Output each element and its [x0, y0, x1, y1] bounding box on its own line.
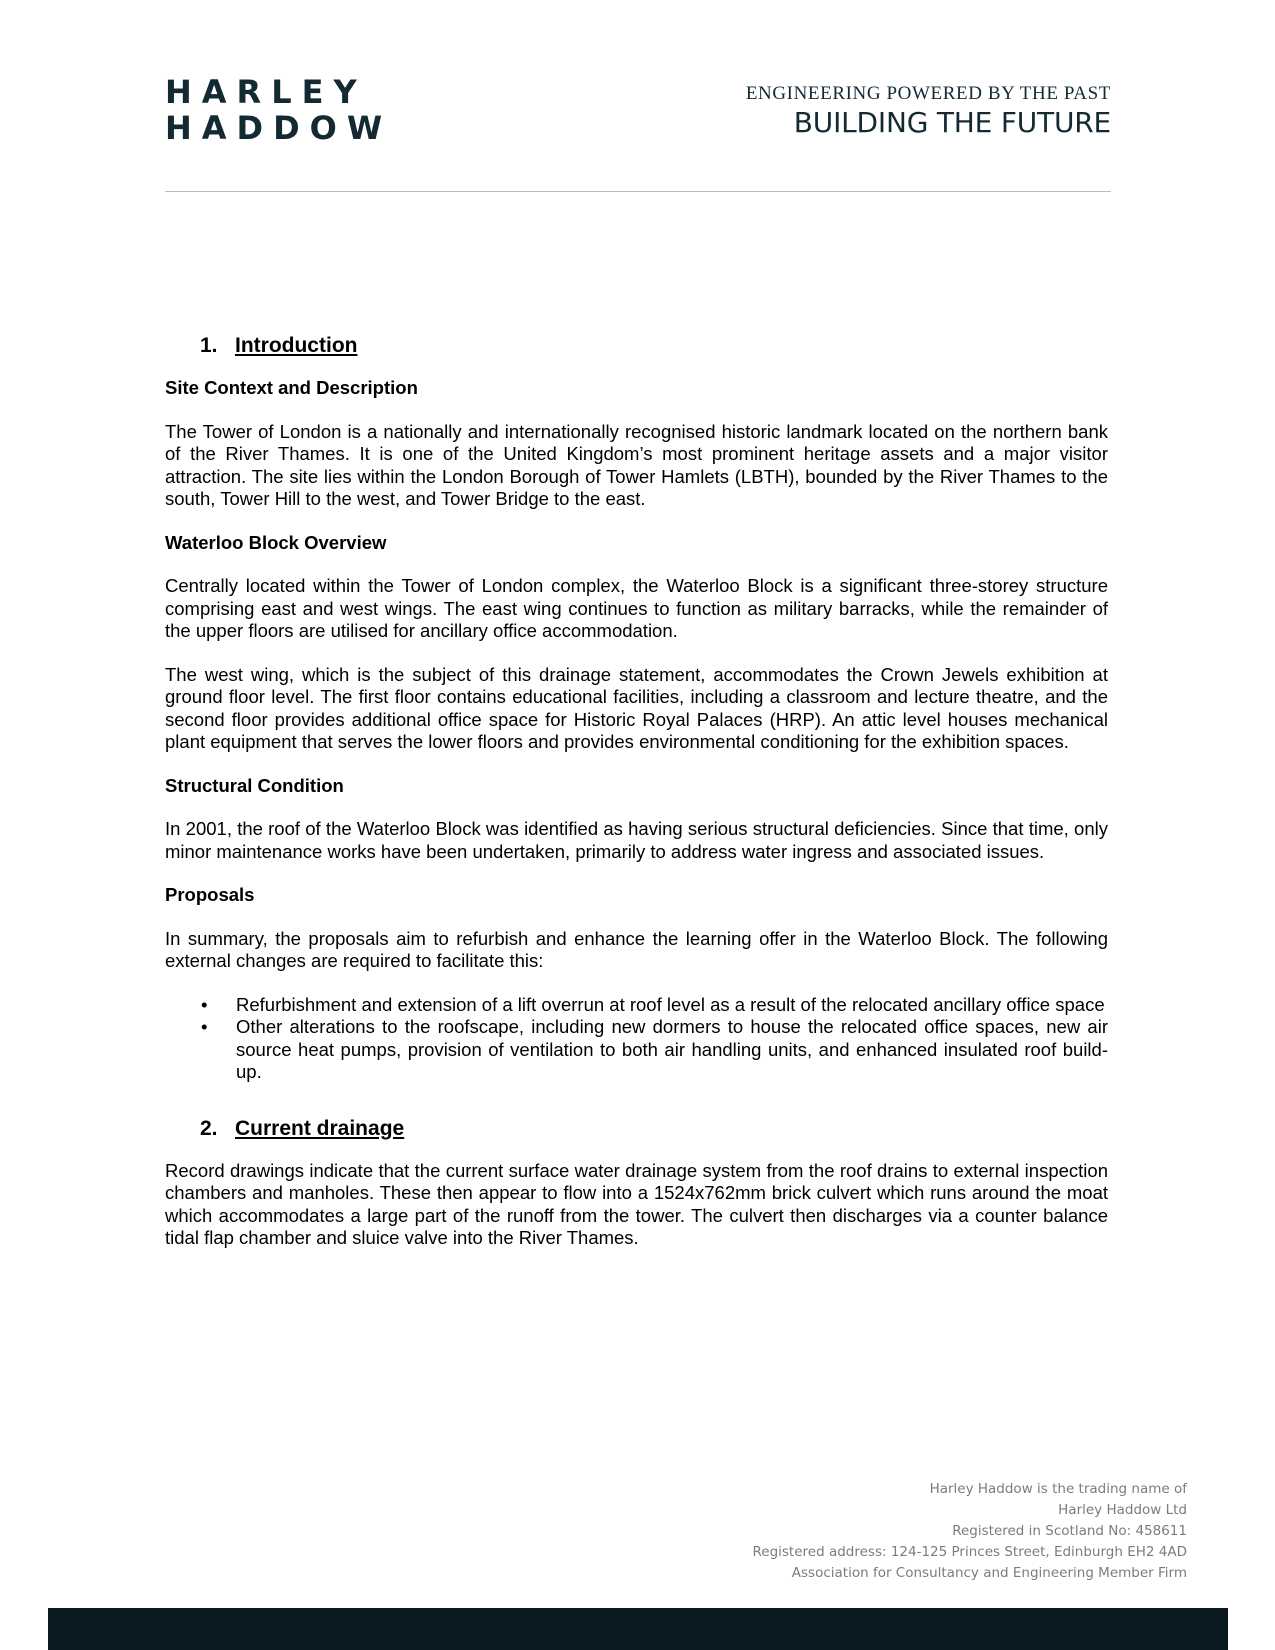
proposals-list [165, 994, 1108, 1084]
footer-company-info [753, 1479, 1188, 1584]
footer-line: Registered in Scotland No: 458611 [952, 1523, 1187, 1539]
document-body [165, 333, 1108, 1271]
tagline-top: ENGINEERING POWERED BY THE PAST [745, 83, 1111, 104]
header-divider [165, 191, 1111, 192]
list-item [165, 994, 1108, 1017]
footer-bar [48, 1608, 1228, 1650]
section-2-heading [200, 1116, 1108, 1142]
site-context-heading: Site Context and Description [165, 377, 418, 398]
proposals-heading: Proposals [165, 884, 255, 905]
site-context-paragraph: The Tower of London is a nationally and internationally recognised historic landmark located on the northern bank of the River Thames. It is one of the United Kingdom’s most prominent heritage assets and a major visitor attraction. The site lies within the London Borough of Tower Hamlets (LBTH), bounded by the River Thames to the south, Tower Hill to the west, and Tower Bridge to the east. [165, 420, 1108, 509]
header-tagline [746, 82, 1111, 140]
section-2-title: Current drainage [235, 1116, 405, 1140]
structural-condition-heading: Structural Condition [165, 774, 344, 796]
waterloo-overview-paragraph-2: The west wing, which is the subject of this drainage statement, accommodates the Crown Jewels exhibition at ground floor level. The first floor contains educational facilities, including a classroom and lecture theatre, and the second floor provides additional office space for Historic Royal Palaces (HRP). An attic level houses mechanical plant equipment that serves the lower floors and provides environmental conditioning for the exhibition spaces. [165, 663, 1108, 752]
section-1-number: 1. [200, 334, 218, 357]
list-item-text: Other alterations to the roofscape, including new dormers to house the relocated office spaces, new air source heat pumps, provision of ventilation to both air handling units, and enhanced insulated roof build-up. [236, 1016, 1108, 1082]
section-1-title: Introduction [235, 334, 358, 357]
waterloo-overview-heading: Waterloo Block Overview [165, 531, 387, 553]
bullet-icon: • [201, 1016, 208, 1037]
footer-line: Association for Consultancy and Engineering Member Firm [791, 1565, 1187, 1581]
bullet-icon: • [201, 993, 208, 1015]
structural-condition-paragraph: In 2001, the roof of the Waterloo Block was identified as having serious structural deficiencies. Since that time, only minor maintenance works have been undertaken, primarily to address water ingress and associated issues. [165, 818, 1108, 862]
footer-line: Harley Haddow is the trading name of [929, 1481, 1187, 1497]
section-1-heading [200, 333, 1108, 359]
logo-line-1: HARLEY [165, 73, 367, 111]
company-logo [165, 74, 392, 146]
waterloo-overview-paragraph-1: Centrally located within the Tower of London complex, the Waterloo Block is a significant three-storey structure comprising east and west wings. The east wing continues to function as military barracks, while the remainder of the upper floors are utilised for ancillary office accommodation. [165, 575, 1108, 641]
list-item [165, 1016, 1108, 1084]
logo-line-2: HADDOW [165, 109, 393, 147]
proposals-paragraph: In summary, the proposals aim to refurbish and enhance the learning offer in the Waterloo Block. The following external changes are required to facilitate this: [165, 927, 1108, 971]
section-2-number: 2. [200, 1116, 218, 1140]
list-item-text: Refurbishment and extension of a lift overrun at roof level as a result of the relocated ancillary office space [236, 993, 1105, 1015]
current-drainage-paragraph: Record drawings indicate that the current surface water drainage system from the roof drains to external inspection chambers and manholes. These then appear to flow into a 1524x762mm brick culvert which runs around the moat which accommodates a large part of the runoff from the tower. The culvert then discharges via a counter balance tidal flap chamber and sluice valve into the River Thames. [165, 1159, 1108, 1248]
tagline-bottom: BUILDING THE FUTURE [793, 106, 1111, 139]
footer-line: Harley Haddow Ltd [1058, 1502, 1187, 1518]
footer-line: Registered address: 124-125 Princes Street, Edinburgh EH2 4AD [752, 1544, 1187, 1560]
